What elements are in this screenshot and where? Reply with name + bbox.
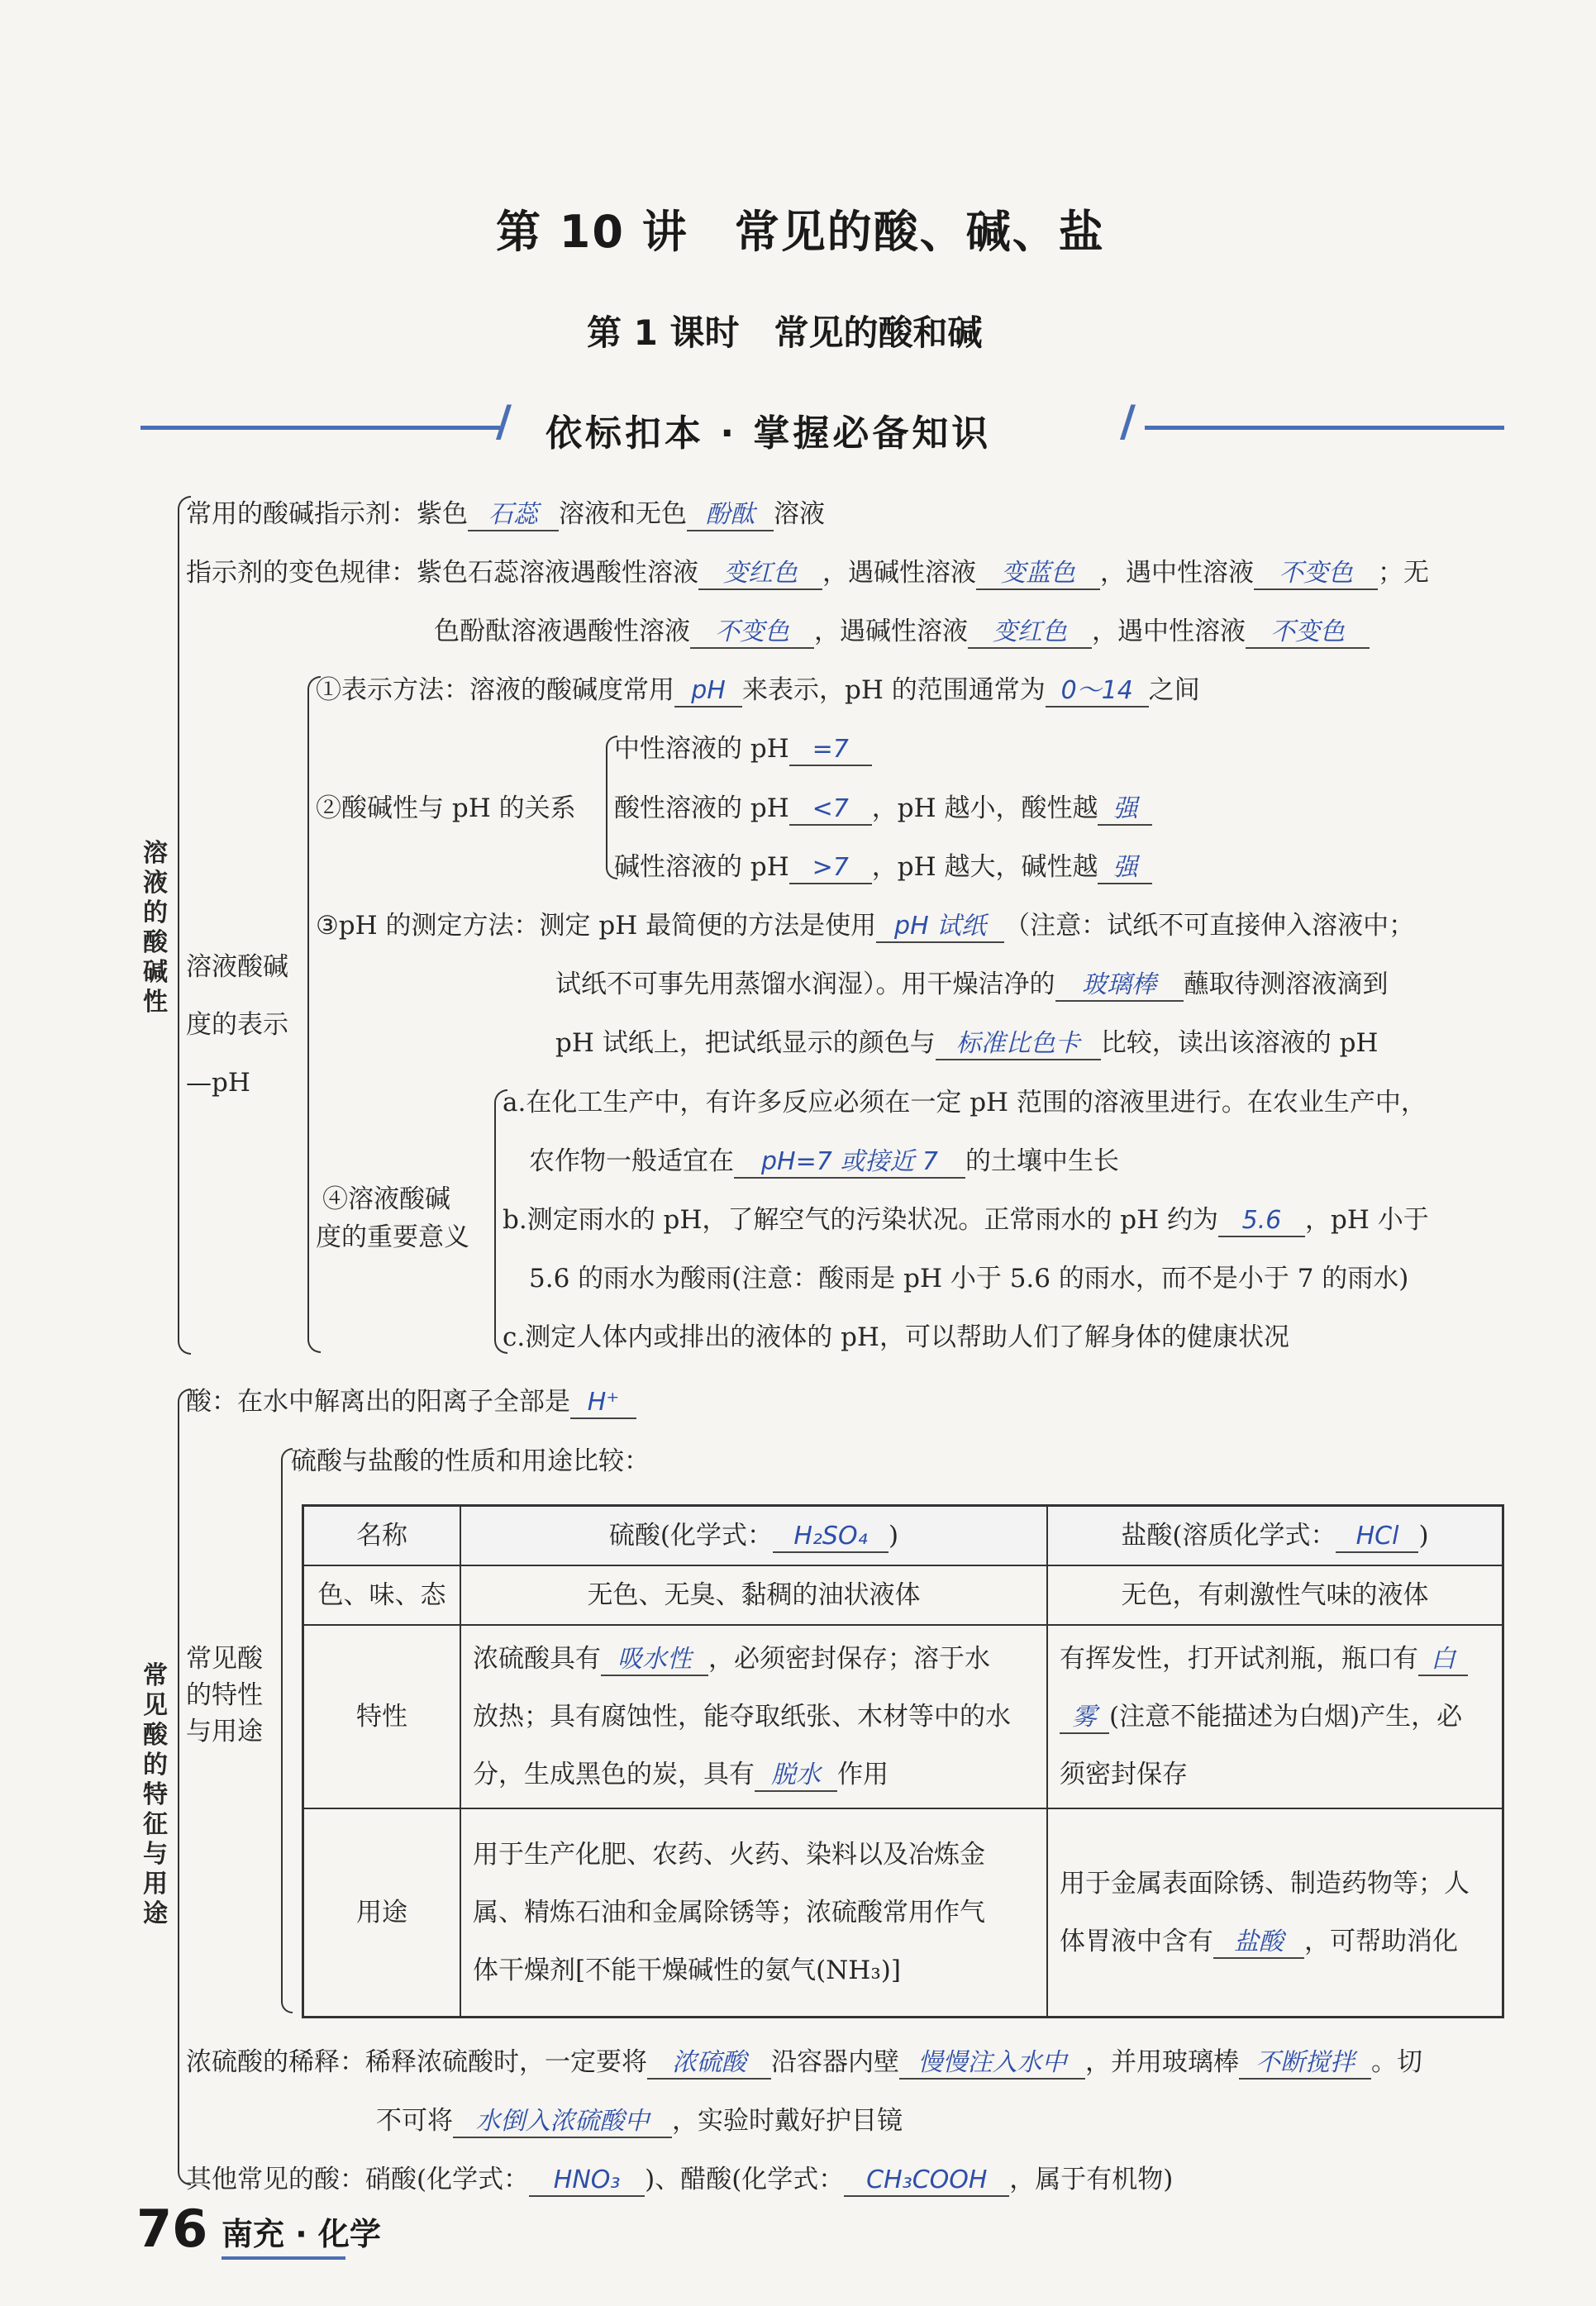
answer-blank: 强 [1098, 794, 1152, 826]
significance-a-line-2: 农作物一般适宜在 pH=7 或接近 7 的土壤中生长 [529, 1145, 1119, 1179]
answer-blank: 不变色 [1254, 559, 1378, 590]
answer-blank: 变红色 [968, 617, 1092, 649]
table-header-name: 名称 [303, 1506, 461, 1566]
ph-measure-line-3: pH 试纸上，把试纸显示的颜色与 标准比色卡 比较，读出该溶液的 pH [555, 1027, 1378, 1060]
brace-acid-compare [281, 1448, 293, 2013]
answer-blank: 水倒入浓硫酸中 [453, 2107, 672, 2138]
answer-blank: 0～14 [1046, 676, 1149, 708]
acid-definition: 酸：在水中解离出的阳离子全部是 H⁺ [186, 1385, 636, 1419]
cell-hcl-properties: 有挥发性，打开试剂瓶，瓶口有 白 雾 (注意不能描述为白烟)产生，必 须密封保存 [1047, 1625, 1503, 1808]
ph-significance-label: ④溶液酸碱 度的重要意义 [316, 1184, 469, 1252]
ph-relation-label: ②酸碱性与 pH 的关系 [316, 793, 576, 823]
answer-blank: =7 [789, 735, 872, 766]
answer-blank: 盐酸 [1213, 1927, 1304, 1959]
cell-h2so4-appearance: 无色、无臭、黏稠的油状液体 [460, 1565, 1047, 1625]
answer-blank: <7 [789, 794, 872, 826]
answer-blank: 酚酞 [687, 500, 774, 531]
acid-properties-label: 常见酸 的特性 与用途 [186, 1644, 263, 1746]
section-label-solution-acidity: 溶液的酸碱性 [143, 839, 168, 1017]
answer-blank: 不变色 [1246, 617, 1370, 649]
answer-blank: 标准比色卡 [936, 1029, 1101, 1060]
table-row [303, 1808, 1503, 2018]
cell-hcl-uses: 用于金属表面除锈、制造药物等；人 体胃液中含有 盐酸 ，可帮助消化 [1047, 1808, 1503, 2018]
acid-comparison-table [302, 1504, 1504, 2018]
table-row [303, 1625, 1503, 1808]
cell-hcl-appearance: 无色，有刺激性气味的液体 [1047, 1565, 1503, 1625]
brace-section1 [178, 496, 191, 1355]
indicator-line-2: 指示剂的变色规律：紫色石蕊溶液遇酸性溶液 变红色 ，遇碱性溶液 变蓝色 ，遇中性溶液 不变色 ；无 [186, 556, 1429, 590]
lesson-subtitle: 第 1 课时 常见的酸和碱 [587, 312, 983, 353]
answer-blank: 变红色 [698, 559, 822, 590]
answer-blank: >7 [789, 853, 872, 884]
significance-b-line-1: b.测定雨水的 pH，了解空气的污染状况。正常雨水的 pH 约为 5.6 ，pH 小于 [503, 1203, 1429, 1237]
answer-blank: H⁺ [570, 1388, 636, 1419]
significance-b-line-2: 5.6 的雨水为酸雨(注意：酸雨是 pH 小于 5.6 的雨水，而不是小于 7 的雨水) [529, 1264, 1409, 1294]
banner-line-right [1145, 426, 1504, 430]
footer-underline [222, 2256, 345, 2260]
answer-blank: CH₃COOH [844, 2165, 1009, 2197]
ph-measure-line-2: 试纸不可事先用蒸馏水润湿）。用干燥洁净的 玻璃棒 蘸取待测溶液滴到 [555, 968, 1389, 1002]
answer-blank: HCl [1336, 1522, 1418, 1553]
banner-line-left [141, 426, 500, 430]
other-acids-line: 其他常见的酸：硝酸(化学式： HNO₃ )、醋酸(化学式： CH₃COOH ，属于有机物) [186, 2163, 1173, 2197]
answer-blank: 脱水 [755, 1760, 837, 1792]
answer-blank: pH 试纸 [876, 912, 1004, 943]
answer-blank: 吸水性 [601, 1645, 708, 1676]
chapter-title: 第 10 讲 常见的酸、碱、盐 [496, 206, 1105, 258]
ph-acid-line: 酸性溶液的 pH <7 ，pH 越小，酸性越 强 [614, 792, 1152, 826]
answer-blank: 强 [1098, 853, 1152, 884]
answer-blank: 白 [1418, 1645, 1468, 1676]
ph-base-line: 碱性溶液的 pH >7 ，pH 越大，碱性越 强 [614, 850, 1152, 884]
footer-text: 南充 · 化学 [222, 2216, 381, 2252]
page-number: 76 [136, 2199, 208, 2259]
ph-neutral-line: 中性溶液的 pH =7 [614, 732, 872, 766]
row-label-appearance: 色、味、态 [303, 1565, 461, 1625]
ph-measure-line-1: ③pH 的测定方法：测定 pH 最简便的方法是使用 pH 试纸 （注意：试纸不可直接伸入溶液中； [316, 909, 1414, 943]
row-label-uses: 用途 [303, 1808, 461, 2018]
answer-blank: 石蕊 [468, 500, 559, 531]
table-row [303, 1565, 1503, 1625]
table-header-h2so4: 硫酸(化学式： H₂SO₄ ) [460, 1506, 1047, 1566]
ph-representation-label: 溶液酸碱 度的表示 —pH [186, 952, 288, 1098]
answer-blank: 浓硫酸 [647, 2048, 771, 2080]
indicator-line-1: 常用的酸碱指示剂：紫色 石蕊 溶液和无色 酚酞 溶液 [186, 498, 825, 531]
answer-blank: 变蓝色 [976, 559, 1100, 590]
answer-blank: H₂SO₄ [773, 1522, 889, 1553]
dilution-line-2: 不可将 水倒入浓硫酸中 ，实验时戴好护目镜 [376, 2104, 903, 2138]
banner-slash-left: / [496, 397, 512, 446]
answer-blank: 慢慢注入水中 [899, 2048, 1085, 2080]
answer-blank: 雾 [1060, 1703, 1109, 1734]
answer-blank: pH [674, 676, 742, 708]
compare-title: 硫酸与盐酸的性质和用途比较： [291, 1446, 650, 1476]
table-row [303, 1506, 1503, 1566]
answer-blank: 不断搅拌 [1239, 2048, 1371, 2080]
dilution-line-1: 浓硫酸的稀释：稀释浓硫酸时，一定要将 浓硫酸 沿容器内壁 慢慢注入水中 ，并用玻璃棒 不断搅拌 。切 [186, 2046, 1422, 2080]
significance-a-line-1: a.在化工生产中，有许多反应必须在一定 pH 范围的溶液里进行。在农业生产中， [503, 1088, 1427, 1117]
cell-h2so4-uses: 用于生产化肥、农药、火药、染料以及冶炼金 属、精炼石油和金属除锈等；浓硫酸常用作气 体干燥剂[不能干燥碱性的氨气(NH₃)] [460, 1808, 1047, 2018]
answer-blank: 5.6 [1218, 1206, 1305, 1237]
banner-slash-right: / [1120, 397, 1136, 446]
indicator-line-3: 色酚酞溶液遇酸性溶液 不变色 ，遇碱性溶液 变红色 ，遇中性溶液 不变色 [434, 615, 1370, 649]
significance-c-line: c.测定人体内或排出的液体的 pH，可以帮助人们了解身体的健康状况 [503, 1322, 1289, 1352]
row-label-properties: 特性 [303, 1625, 461, 1808]
table-header-hcl: 盐酸(溶质化学式： HCl ) [1047, 1506, 1503, 1566]
ph-method-line: ①表示方法：溶液的酸碱度常用 pH 来表示，pH 的范围通常为 0～14 之间 [316, 674, 1200, 708]
cell-h2so4-properties: 浓硫酸具有 吸水性 ，必须密封保存；溶于水 放热；具有腐蚀性，能夺取纸张、木材等中的水 分，生成黑色的炭，具有 脱水 作用 [460, 1625, 1047, 1808]
answer-blank: 不变色 [690, 617, 814, 649]
section-label-common-acids: 常见酸的特征与用途 [143, 1661, 168, 1928]
answer-blank: HNO₃ [529, 2165, 645, 2197]
answer-blank: 玻璃棒 [1055, 970, 1184, 1002]
answer-blank: pH=7 或接近 7 [734, 1147, 965, 1179]
banner-title: 依标扣本 · 掌握必备知识 [545, 412, 992, 455]
